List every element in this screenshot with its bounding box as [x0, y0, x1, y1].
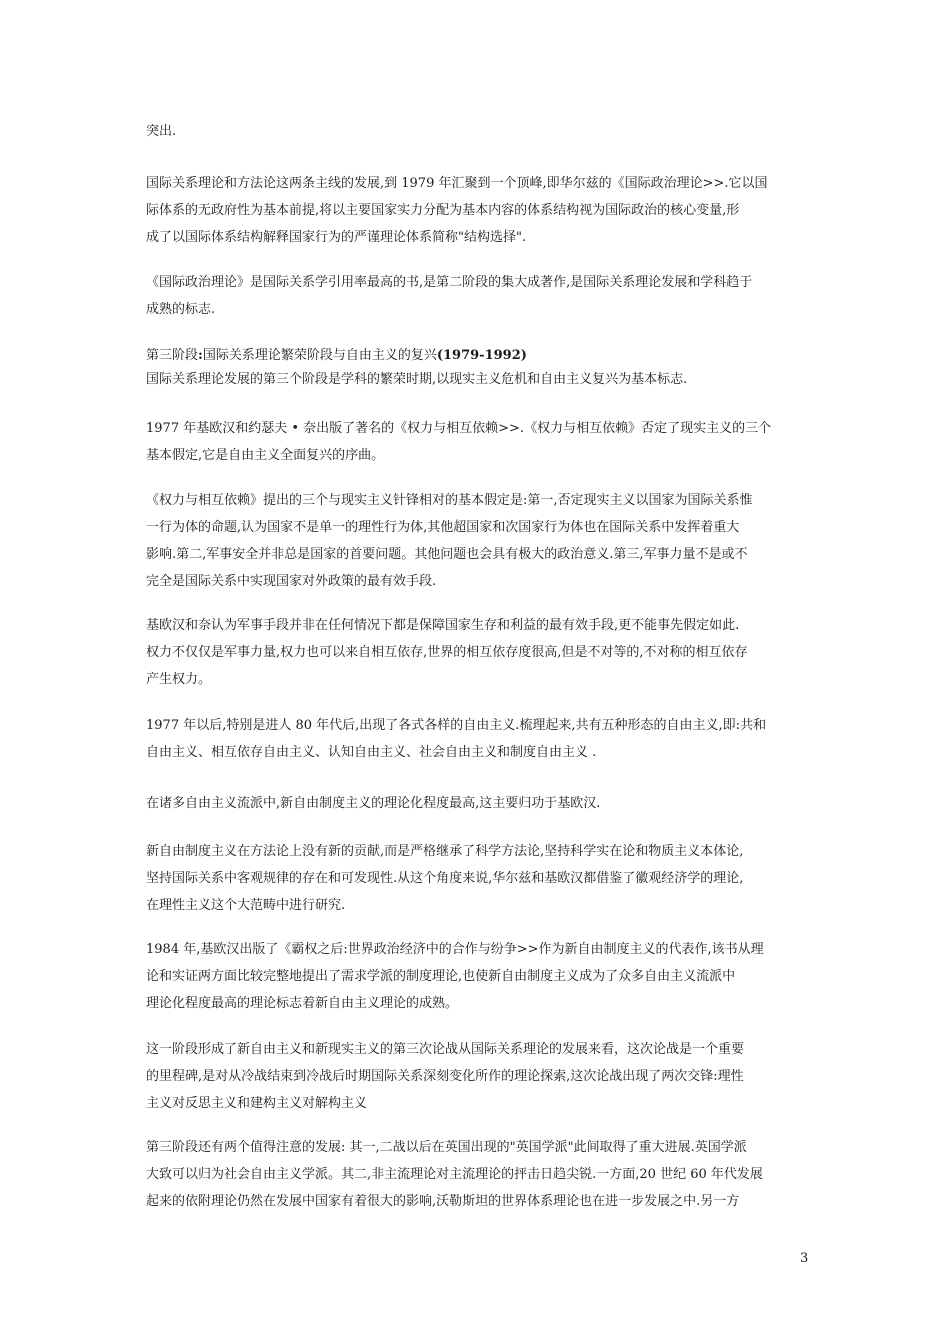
paragraph-6 [146, 487, 810, 595]
heading-title: 国际关系理论繁荣阶段与自由主义的复兴 [202, 348, 437, 363]
paragraph-1 [146, 118, 810, 145]
text-line: 的里程碑,是对从冷战结束到冷战后时期国际关系深刻变化所作的理论探索,这次论战出现了两次交锋:理性 [146, 1069, 744, 1084]
page-number: 3 [800, 1251, 809, 1266]
section-heading [146, 342, 810, 369]
text-line: 国际关系理论发展的第三个阶段是学科的繁荣时期,以现实主义危机和自由主义复兴为基本标志. [146, 372, 688, 387]
text-line: 坚持国际关系中客观规律的存在和可发现性.从这个角度来说,华尔兹和基欧汉都借鉴了徽观经济学的理论, [146, 871, 744, 886]
text-line: 起来的依附理论仍然在发展中国家有着很大的影响,沃勒斯坦的世界体系理论也在进一步发展之中.另一方 [146, 1194, 740, 1209]
text-line: 理论化程度最高的理论标志着新自由主义理论的成熟。 [146, 996, 459, 1011]
text-line: 突出. [146, 124, 177, 139]
text-line: 《国际政治理论》是国际关系学引用率最高的书,是第二阶段的集大成著作,是国际关系理论发展和学科趋于 [146, 275, 753, 290]
paragraph-7 [146, 612, 810, 693]
text-line: 主义对反思主义和建构主义对解构主义 [146, 1096, 368, 1111]
paragraph-3 [146, 269, 810, 323]
text-line: 《权力与相互依赖》提出的三个与现实主义针锋相对的基本假定是:第一,否定现实主义以国家为国际关系惟 [146, 493, 753, 508]
text-line: 产生权力。 [146, 672, 212, 687]
paragraph-9 [146, 790, 810, 817]
heading-colon: : [198, 348, 203, 363]
text-line: 影响.第二,军事安全并非总是国家的首要问题。其他问题也会具有极大的政治意义.第三,军事力量不是或不 [146, 547, 748, 562]
paragraph-10 [146, 838, 810, 919]
section-heading-paragraph [146, 342, 810, 391]
paragraph-8 [146, 712, 810, 766]
text-line: 一行为体的命题,认为国家不是单一的理性行为体,其他超国家和次国家行为体也在国际关系中发挥着重大 [146, 520, 740, 535]
text-line: 大致可以归为社会自由主义学派。其二,非主流理论对主流理论的抨击日趋尖锐.一方面,20 世纪 60 年代发展 [146, 1167, 763, 1182]
paragraph-2 [146, 170, 810, 251]
heading-years: (1979-1992) [436, 348, 527, 363]
text-line: 成熟的标志. [146, 302, 216, 317]
text-line: 基本假定,它是自由主义全面复兴的序曲。 [146, 448, 385, 463]
text-line: 第三阶段还有两个值得注意的发展: 其一,二战以后在英国出现的"英国学派"此间取得了重大进展.英国学派 [146, 1140, 747, 1155]
text-line: 国际关系理论和方法论这两条主线的发展,到 1979 年汇聚到一个顶峰,即华尔兹的《国际政治理论>>.它以国 [146, 176, 768, 191]
text-line: 新自由制度主义在方法论上没有新的贡献,而是严格继承了科学方法论,坚持科学实在论和物质主义本体论, [146, 844, 744, 859]
heading-prefix: 第三阶段 [146, 348, 199, 363]
paragraph-5 [146, 415, 810, 469]
paragraph-12 [146, 1036, 810, 1117]
text-line: 际体系的无政府性为基本前提,将以主要国家实力分配为基本内容的体系结构视为国际政治的核心变量,形 [146, 203, 740, 218]
text-line: 在理性主义这个大范畴中进行研究. [146, 898, 346, 913]
text-line: 这一阶段形成了新自由主义和新现实主义的第三次论战从国际关系理论的发展来看，这次论战是一个重要 [146, 1042, 745, 1057]
text-line: 1984 年,基欧汉出版了《霸权之后:世界政治经济中的合作与纷争>>作为新自由制度主义的代表作,该书从理 [146, 942, 764, 957]
text-line: 论和实证两方面比较完整地提出了需求学派的制度理论,也使新自由制度主义成为了众多自由主义流派中 [146, 969, 736, 984]
text-line: 1977 年以后,特别是进人 80 年代后,出现了各式各样的自由主义.梳理起来,共有五种形态的自由主义,即:共和 [146, 718, 767, 733]
text-line: 完全是国际关系中实现国家对外政策的最有效手段. [146, 574, 437, 589]
paragraph-11 [146, 936, 810, 1017]
text-line: 基欧汉和奈认为军事手段并非在任何情况下都是保障国家生存和利益的最有效手段,更不能事先假定如此. [146, 618, 740, 633]
paragraph-13 [146, 1134, 810, 1215]
text-line: 自由主义、相互依存自由主义、认知自由主义、社会自由主义和制度自由主义 . [146, 745, 597, 760]
text-line: 权力不仅仅是军事力量,权力也可以来自相互依存,世界的相互依存度很高,但是不对等的,不对称的相互依存 [146, 645, 748, 660]
text-line: 在诸多自由主义流派中,新自由制度主义的理论化程度最高,这主要归功于基欧汉. [146, 796, 601, 811]
text-line: 成了以国际体系结构解释国家行为的严谨理论体系简称"结构选择". [146, 230, 527, 245]
text-line: 1977 年基欧汉和约瑟夫 • 奈出版了著名的《权力与相互依赖>>.《权力与相互依赖》否定了现实主义的三个 [146, 421, 772, 436]
